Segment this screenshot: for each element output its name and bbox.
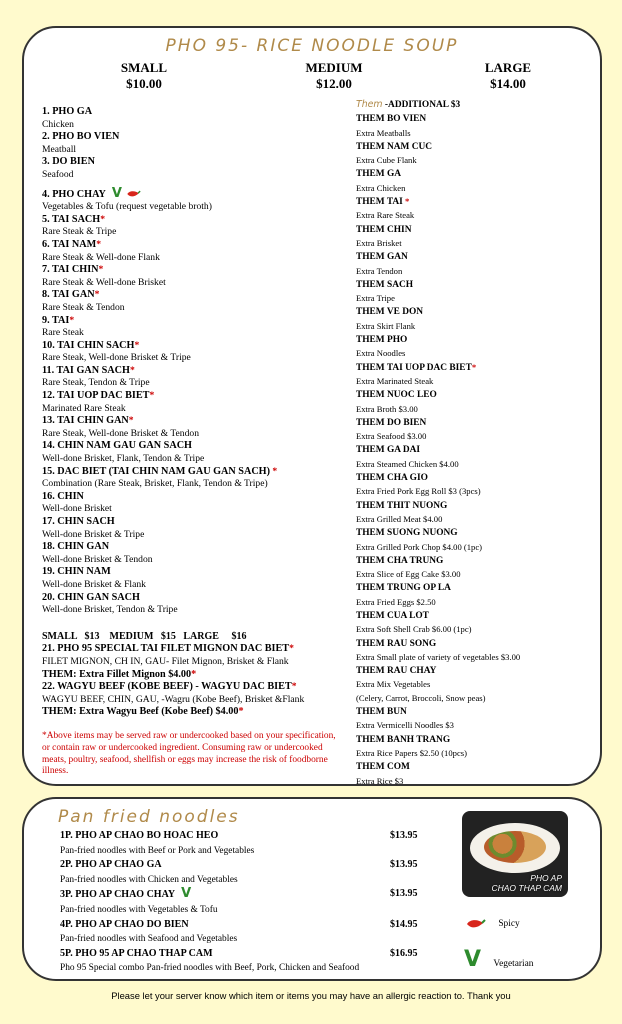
menu-item-desc: Rare Steak, Well-done Brisket & Tendon xyxy=(42,427,199,439)
menu-item-name: 22. WAGYU BEEF (KOBE BEEF) - WAGYU DAC BIET xyxy=(42,681,292,693)
menu-item-desc: Rare Steak & Well-done Flank xyxy=(42,251,160,263)
menu-item-title xyxy=(42,289,342,302)
pan-item-price: $14.95 xyxy=(390,918,418,930)
addon-desc: Extra Vermicelli Noodles $3 xyxy=(356,720,454,731)
addon-name: THEM COM xyxy=(356,762,410,773)
pan-fried-title: Pan fried noodles xyxy=(58,807,240,827)
addon-name: THEM GA xyxy=(356,169,402,180)
pan-item-name: 5P. PHO 95 AP CHAO THAP CAM xyxy=(60,947,213,959)
menu-item xyxy=(42,340,342,365)
menu-item-title xyxy=(42,106,342,119)
menu-item-name: 5. TAI SACH xyxy=(42,213,101,225)
menu-item-title xyxy=(42,239,342,252)
addon-title xyxy=(356,223,596,237)
pan-item-price: $13.95 xyxy=(390,830,418,841)
menu-item-name: 3. DO BIEN xyxy=(42,156,95,168)
menu-item-name: 4. PHO CHAY xyxy=(42,188,106,200)
menu-item xyxy=(42,106,342,131)
addon-name: THEM VE DON xyxy=(356,307,424,318)
menu-item-title xyxy=(42,566,342,579)
addon-title xyxy=(356,581,596,595)
dish-photo xyxy=(462,811,568,897)
pan-item-price: $13.95 xyxy=(390,888,418,900)
addon-desc: Extra Fried Eggs $2.50 xyxy=(356,596,436,607)
addon-title xyxy=(356,499,596,513)
menu-item-name: 14. CHIN NAM GAU GAN SACH xyxy=(42,440,192,452)
menu-item-desc: Well-done Brisket xyxy=(42,503,112,515)
addon-title xyxy=(356,526,596,540)
addon-item xyxy=(356,526,596,554)
addon-header-script: Them xyxy=(356,99,383,110)
size-label: SMALL xyxy=(120,60,168,75)
raw-warning-star: * xyxy=(402,196,410,207)
addon-item xyxy=(356,112,596,140)
size-large xyxy=(448,60,568,92)
vegetarian-leaf-icon: V xyxy=(181,886,192,902)
addon-desc: Extra Slice of Egg Cake $3.00 xyxy=(356,569,461,580)
size-price: $10.00 xyxy=(126,76,162,91)
menu-item xyxy=(42,365,342,390)
addon-desc: Extra Seafood $3.00 xyxy=(356,431,427,442)
menu-item-title xyxy=(42,516,342,529)
legend-veg-label: Vegetarian xyxy=(493,959,534,969)
menu-item-title xyxy=(42,214,342,227)
soup-title: PHO 95- RICE NOODLE SOUP xyxy=(165,36,459,56)
menu-item-desc: Well-done Brisket, Tendon & Tripe xyxy=(42,604,178,616)
menu-item-title xyxy=(42,131,342,144)
pan-item-desc: Pho 95 Special combo Pan-fried noodles with Beef, Pork, Chicken and Seafood xyxy=(60,963,360,974)
addon-name: THEM TAI xyxy=(356,197,403,208)
menu-item-name: 1. PHO GA xyxy=(42,106,93,117)
menu-item xyxy=(42,592,342,617)
addon-item xyxy=(356,305,596,333)
legend-vegetarian xyxy=(464,947,533,972)
addon-title xyxy=(356,195,596,209)
raw-warning-star: * xyxy=(270,465,278,477)
menu-item-desc: Rare Steak & Tripe xyxy=(42,226,117,238)
menu-item xyxy=(42,415,342,440)
addon-desc: Extra Rice Papers $2.50 (10pcs) xyxy=(356,747,467,758)
addon-desc: Extra Noodles xyxy=(356,348,406,359)
addon-title xyxy=(356,443,596,457)
addon-item xyxy=(356,637,596,665)
addon-item xyxy=(356,361,596,389)
addon-name: THEM DO BIEN xyxy=(356,417,427,428)
addon-name: THEM CHA GIO xyxy=(356,473,428,484)
pan-item-price: $16.95 xyxy=(390,947,418,959)
raw-warning-star: * xyxy=(471,361,477,372)
addon-desc: Extra Rice $3 xyxy=(356,775,404,786)
addon-item xyxy=(356,760,596,788)
addon-title xyxy=(356,609,596,623)
menu-item-name: 17. CHIN SACH xyxy=(42,516,115,527)
addon-name: THEM BO VIEN xyxy=(356,114,427,125)
menu-item-title xyxy=(42,440,342,453)
addon-desc: Extra Grilled Meat $4.00 xyxy=(356,513,443,524)
addon-name: THEM NUOC LEO xyxy=(356,390,437,401)
menu-item-title xyxy=(42,315,342,328)
addon-item xyxy=(356,705,596,733)
addon-name: THEM THIT NUONG xyxy=(356,500,448,511)
addon-title xyxy=(356,637,596,651)
addon-desc: Extra Grilled Pork Chop $4.00 (1pc) xyxy=(356,541,483,552)
pan-item-name: 4P. PHO AP CHAO DO BIEN xyxy=(60,918,189,930)
addon-desc: (Celery, Carrot, Broccoli, Snow peas) xyxy=(356,692,486,703)
raw-warning-star: * xyxy=(100,213,106,225)
raw-warning-star: * xyxy=(134,339,140,351)
addon-name: THEM CHIN xyxy=(356,224,412,235)
addon-name: THEM SUONG NUONG xyxy=(356,528,458,539)
pan-item xyxy=(60,829,420,858)
menu-item-name: 12. TAI UOP DAC BIET xyxy=(42,390,150,402)
pan-item-title xyxy=(60,887,420,903)
addon-header-text: -ADDITIONAL $3 xyxy=(382,100,461,110)
pan-item-name: 3P. PHO AP CHAO CHAY xyxy=(60,889,176,901)
pan-item xyxy=(60,947,420,976)
menu-item-name: 15. DAC BIET (TAI CHIN NAM GAU GAN SACH) xyxy=(42,465,271,477)
raw-warning-star: * xyxy=(69,314,75,326)
addon-desc: Extra Chicken xyxy=(356,182,406,193)
menu-item-desc: Meatball xyxy=(42,143,77,155)
addon-item xyxy=(356,554,596,582)
pan-item xyxy=(60,918,420,947)
legend-spicy-label: Spicy xyxy=(498,919,520,930)
addon-item xyxy=(356,664,596,705)
addon-title xyxy=(356,760,596,774)
menu-item xyxy=(42,466,342,491)
menu-item-name: 13. TAI CHIN GAN xyxy=(42,415,129,427)
menu-item-desc: Seafood xyxy=(42,168,74,180)
menu-item-desc: Rare Steak, Well-done Brisket & Tripe xyxy=(42,352,191,364)
pan-item-title xyxy=(60,918,420,933)
addon-title xyxy=(356,471,596,485)
menu-item-title xyxy=(42,466,342,479)
menu-item-name: 2. PHO BO VIEN xyxy=(42,131,120,143)
addon-item xyxy=(356,733,596,761)
addon-name: THEM GA DAI xyxy=(356,445,421,456)
pan-item-desc: Pan-fried noodles with Beef or Pork and Vegetables xyxy=(60,845,255,856)
addon-name: THEM CUA LOT xyxy=(356,610,429,621)
menu-item-title xyxy=(42,415,342,428)
menu-item-desc: Rare Steak & Well-done Brisket xyxy=(42,276,166,288)
menu-item-name: 6. TAI NAM xyxy=(42,238,97,250)
pan-item xyxy=(60,887,420,917)
raw-warning-star: * xyxy=(238,706,244,718)
special-item xyxy=(42,643,342,681)
menu-item-name: 21. PHO 95 SPECIAL TAI FILET MIGNON DAC BIET xyxy=(42,643,290,655)
menu-item-name: 19. CHIN NAM xyxy=(42,566,111,578)
pan-item-desc: Pan-fried noodles with Seafood and Vegetables xyxy=(60,934,238,945)
addon-item xyxy=(356,195,596,223)
menu-item-name: 20. CHIN GAN SACH xyxy=(42,591,140,603)
addon-title xyxy=(356,305,596,319)
addon-desc: Extra Broth $3.00 xyxy=(356,403,418,414)
menu-item xyxy=(42,264,342,289)
addon-desc: Extra Tripe xyxy=(356,293,395,304)
addon-item xyxy=(356,471,596,499)
menu-item-desc: Well-done Brisket, Flank, Tendon & Tripe xyxy=(42,453,205,465)
addon-item xyxy=(356,333,596,361)
menu-item-desc: Well-done Brisket & Tendon xyxy=(42,553,153,565)
photo-caption xyxy=(491,873,562,893)
addon-name: THEM TRUNG OP LA xyxy=(356,583,451,594)
addon-title xyxy=(356,416,596,430)
menu-item-title xyxy=(42,643,342,656)
size-medium xyxy=(274,60,394,92)
addon-title xyxy=(356,361,596,375)
pan-item-price: $13.95 xyxy=(390,859,418,871)
special-item xyxy=(42,681,342,719)
menu-item xyxy=(42,289,342,314)
menu-item xyxy=(42,239,342,264)
addon-desc: Extra Steamed Chicken $4.00 xyxy=(356,458,459,469)
addon-item xyxy=(356,223,596,251)
menu-item xyxy=(42,390,342,415)
addon-item xyxy=(356,416,596,444)
addon-item xyxy=(356,499,596,527)
menu-item-desc: Well-done Brisket & Flank xyxy=(42,578,146,590)
size-label: MEDIUM xyxy=(305,60,363,75)
pan-fried-section xyxy=(22,797,602,981)
special-size-prices: SMALL $13 MEDIUM $15 LARGE $16 xyxy=(42,630,247,642)
chili-pepper-icon xyxy=(464,917,486,931)
soup-item-list xyxy=(42,106,342,778)
addon-name: THEM GAN xyxy=(356,252,408,263)
menu-item xyxy=(42,566,342,591)
pan-item-desc: Pan-fried noodles with Vegetables & Tofu xyxy=(60,904,218,915)
raw-warning-star: * xyxy=(149,390,155,402)
photo-caption-line: CHAO THAP CAM xyxy=(491,883,562,893)
pan-item-name: 2P. PHO AP CHAO GA xyxy=(60,859,162,871)
addon-title xyxy=(356,333,596,347)
addon-list xyxy=(356,98,596,788)
menu-item-desc: Combination (Rare Steak, Brisket, Flank, Tendon & Tripe) xyxy=(42,478,268,490)
menu-item xyxy=(42,214,342,239)
addon-item xyxy=(356,388,596,416)
addon-header xyxy=(356,98,596,112)
raw-warning-star: * xyxy=(128,415,134,427)
addon-desc: Extra Rare Steak xyxy=(356,210,415,221)
special-extra-text: THEM: Extra Fillet Mignon $4.00 xyxy=(42,668,192,680)
addon-title xyxy=(356,140,596,154)
addon-item xyxy=(356,140,596,168)
menu-item-desc: Well-done Brisket & Tripe xyxy=(42,528,145,540)
raw-warning-star: * xyxy=(96,238,102,250)
menu-item-title xyxy=(42,264,342,277)
addon-item xyxy=(356,167,596,195)
menu-item-title xyxy=(42,681,342,694)
menu-item-desc: WAGYU BEEF, CHIN, GAU, -Wagru (Kobe Beef), Brisket &Flank xyxy=(42,693,305,705)
addon-desc: Extra Tendon xyxy=(356,265,403,276)
pan-item-title xyxy=(60,947,420,962)
addon-title xyxy=(356,664,596,678)
menu-item-name: 8. TAI GAN xyxy=(42,289,95,301)
addon-desc: Extra Small plate of variety of vegetables $3.00 xyxy=(356,651,521,662)
special-extra xyxy=(42,669,342,682)
addon-title xyxy=(356,554,596,568)
addon-name: THEM RAU CHAY xyxy=(356,666,437,677)
menu-item xyxy=(42,491,342,516)
menu-item xyxy=(42,516,342,541)
addon-name: THEM BUN xyxy=(356,707,407,718)
raw-warning-star: * xyxy=(98,264,104,276)
addon-name: THEM BANH TRANG xyxy=(356,734,451,745)
addon-title xyxy=(356,705,596,719)
addon-desc: Extra Marinated Steak xyxy=(356,375,434,386)
pan-item-title xyxy=(60,858,420,873)
size-label: LARGE xyxy=(484,60,532,75)
addon-desc: Extra Soft Shell Crab $6.00 (1pc) xyxy=(356,624,472,635)
menu-item-desc: Rare Steak & Tendon xyxy=(42,301,125,313)
menu-item-name: 7. TAI CHIN xyxy=(42,264,99,276)
addon-title xyxy=(356,388,596,402)
raw-warning-star: * xyxy=(289,643,294,655)
menu-item-title xyxy=(42,592,342,605)
menu-item-desc: Chicken xyxy=(42,118,74,130)
pan-item-title xyxy=(60,829,420,844)
allergy-footer: Please let your server know which item or items you may have an allergic reaction to. Thank you xyxy=(111,990,511,1001)
addon-item xyxy=(356,443,596,471)
size-price: $14.00 xyxy=(490,76,526,91)
allergy-note: *Above items may be served raw or undercooked based on your specification, or contain raw or undercooked ingredient. Consuming raw or undercooked meats, poultry, seafood, shellfish or eggs may increase the risk of foodborne illness. xyxy=(42,730,336,777)
addon-desc: Extra Cube Flank xyxy=(356,155,417,166)
addon-name: THEM TAI UOP DAC BIET xyxy=(356,362,472,373)
menu-item-title xyxy=(42,491,342,504)
menu-item-desc: Rare Steak xyxy=(42,327,84,339)
menu-item-title xyxy=(42,340,342,353)
addon-desc: Extra Brisket xyxy=(356,237,402,248)
menu-item xyxy=(42,185,342,214)
special-extra-text: THEM: Extra Wagyu Beef (Kobe Beef) $4.00 xyxy=(42,706,239,718)
photo-caption-line: PHO AP xyxy=(530,873,562,883)
addon-title xyxy=(356,112,596,126)
menu-item xyxy=(42,440,342,465)
menu-item-name: 9. TAI xyxy=(42,314,70,326)
menu-item xyxy=(42,541,342,566)
pan-item-list xyxy=(60,829,420,976)
menu-item-title xyxy=(42,541,342,554)
menu-item-desc: Marinated Rare Steak xyxy=(42,402,126,414)
addon-title xyxy=(356,250,596,264)
addon-desc: Extra Skirt Flank xyxy=(356,320,416,331)
addon-item xyxy=(356,609,596,637)
legend-spicy xyxy=(464,917,520,931)
menu-item-title xyxy=(42,156,342,169)
menu-item-title xyxy=(42,390,342,403)
addon-name: THEM NAM CUC xyxy=(356,141,433,152)
chili-pepper-icon xyxy=(125,189,141,199)
vegetarian-leaf-icon: V xyxy=(111,185,122,201)
menu-item-desc: Vegetables & Tofu (request vegetable broth) xyxy=(42,201,212,213)
menu-item-title xyxy=(42,185,342,202)
addon-desc: Extra Fried Pork Egg Roll $3 (3pcs) xyxy=(356,486,481,497)
size-price: $12.00 xyxy=(316,76,352,91)
pan-item xyxy=(60,858,420,887)
menu-item xyxy=(42,315,342,340)
raw-warning-star: * xyxy=(191,668,197,680)
menu-item xyxy=(42,131,342,156)
menu-item-name: 11. TAI GAN SACH xyxy=(42,364,130,376)
raw-warning-star: * xyxy=(94,289,100,301)
menu-item-title xyxy=(42,365,342,378)
addon-name: THEM CHA TRUNG xyxy=(356,555,444,566)
menu-item-desc: FILET MIGNON, CH IN, GAU- Filet Mignon, Brisket & Flank xyxy=(42,655,289,667)
addon-name: THEM PHO xyxy=(356,335,408,346)
addon-item xyxy=(356,250,596,278)
addon-title xyxy=(356,733,596,747)
addon-name: THEM SACH xyxy=(356,279,414,290)
size-small xyxy=(84,60,204,92)
menu-item-name: 16. CHIN xyxy=(42,490,84,502)
addon-desc: Extra Meatballs xyxy=(356,127,411,138)
pan-item-name: 1P. PHO AP CHAO BO HOAC HEO xyxy=(60,830,219,841)
addon-desc: Extra Mix Vegetables xyxy=(356,679,431,690)
addon-name: THEM RAU SONG xyxy=(356,638,437,649)
raw-warning-star: * xyxy=(129,364,135,376)
pan-item-desc: Pan-fried noodles with Chicken and Vegetables xyxy=(60,874,238,885)
raw-warning-star: * xyxy=(291,681,297,693)
noodle-image xyxy=(484,831,546,863)
addon-title xyxy=(356,278,596,292)
menu-item xyxy=(42,156,342,181)
special-extra xyxy=(42,706,342,719)
addon-item xyxy=(356,278,596,306)
menu-item-name: 18. CHIN GAN xyxy=(42,541,110,553)
addon-item xyxy=(356,581,596,609)
vegetarian-leaf-icon: V xyxy=(464,947,482,972)
menu-item-name: 10. TAI CHIN SACH xyxy=(42,339,135,351)
soup-section xyxy=(22,26,602,786)
addon-title xyxy=(356,167,596,181)
menu-item-desc: Rare Steak, Tendon & Tripe xyxy=(42,377,150,389)
